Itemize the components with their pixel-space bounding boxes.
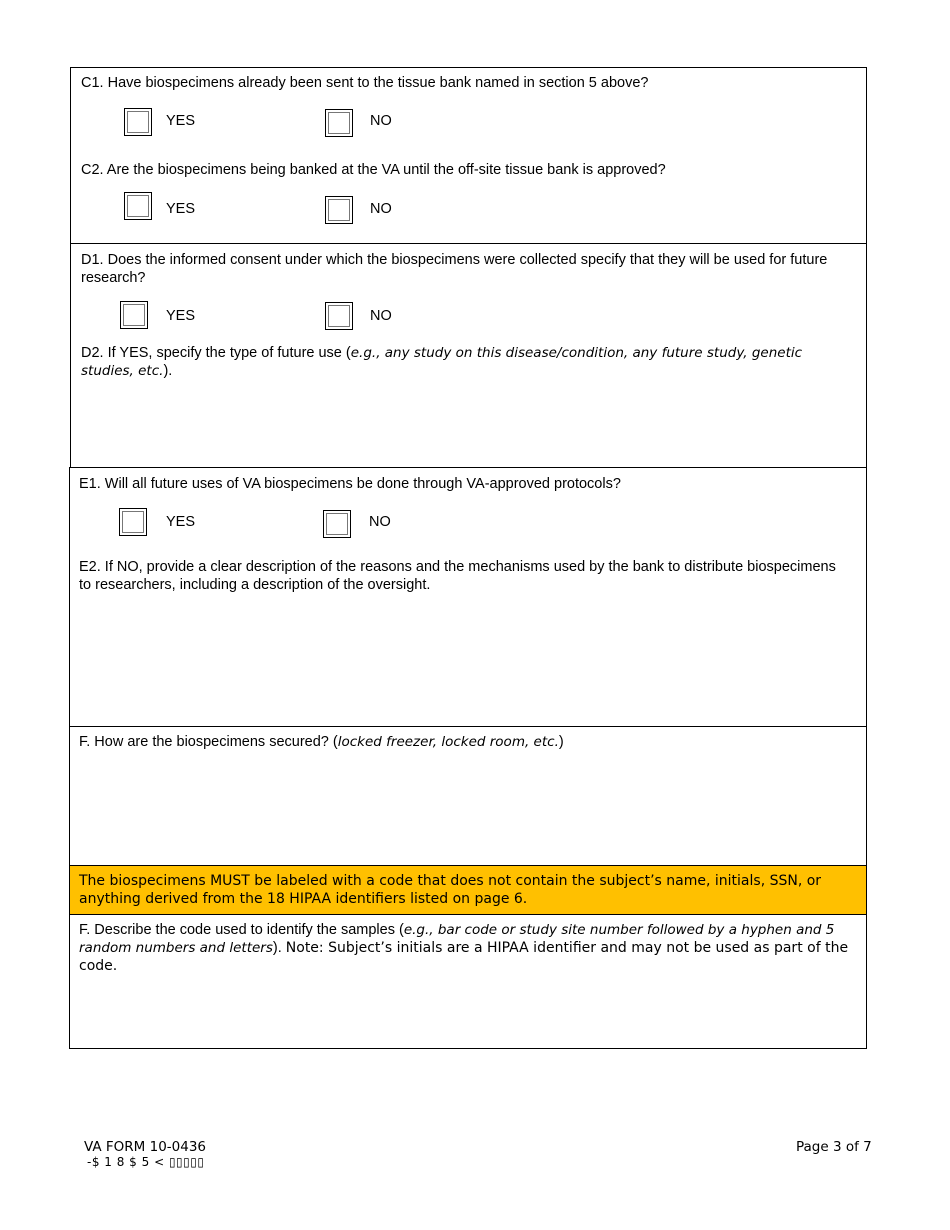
e2-answer-area[interactable]: [70, 598, 866, 726]
warning-banner: The biospecimens MUST be labeled with a code that does not contain the subject’s name, initials, SSN, or anything derived from the 18 HIPAA identifiers listed on page 6.: [69, 865, 867, 915]
question-f-secured: F. How are the biospecimens secured? (locked freezer, locked room, etc.): [79, 734, 564, 750]
question-c2: C2. Are the biospecimens being banked at the VA until the off-site tissue bank is approved?: [81, 162, 666, 178]
question-f-code: F. Describe the code used to identify the samples (e.g., bar code or study site number followed by a hyphen and 5 random numbers and letters). Note: Subject’s initials are a HIPAA identifier and may not be used as part of the code.: [79, 922, 849, 974]
form-number: VA FORM 10-0436: [84, 1139, 207, 1155]
question-c1: C1. Have biospecimens already been sent to the tissue bank named in section 5 above?: [81, 75, 649, 91]
f-code-note: Note: Subject’s initials are a HIPAA identifier and may not be used as part of the code.: [79, 940, 849, 974]
e1-yes-label: YES: [166, 514, 196, 530]
question-d1: D1. Does the informed consent under which the biospecimens were collected specify that they will be used for future research?: [81, 252, 828, 286]
f-code-answer-area[interactable]: [70, 979, 866, 1047]
e1-no-checkbox[interactable]: [323, 510, 351, 538]
d2-answer-area[interactable]: [71, 384, 866, 466]
section-f-secured: [69, 726, 867, 866]
page-number: Page 3 of 7: [796, 1139, 872, 1155]
c1-no-checkbox[interactable]: [325, 109, 353, 137]
question-d2: D2. If YES, specify the type of future use (e.g., any study on this disease/condition, any future study, genetic studies, etc.).: [81, 345, 803, 379]
section-c: [70, 67, 867, 244]
d1-yes-label: YES: [166, 308, 196, 324]
c2-no-checkbox[interactable]: [325, 196, 353, 224]
c2-no-label: NO: [370, 201, 392, 217]
section-e: [69, 467, 867, 727]
question-e1: E1. Will all future uses of VA biospecimens be done through VA-approved protocols?: [79, 476, 621, 492]
section-d: [70, 243, 867, 468]
question-e2: E2. If NO, provide a clear description of the reasons and the mechanisms used by the bank to distribute biospecimens to researchers, including a description of the oversight.: [79, 559, 836, 593]
c2-yes-checkbox[interactable]: [124, 192, 152, 220]
c1-yes-label: YES: [166, 113, 196, 129]
section-f-code: [69, 914, 867, 1049]
c1-no-label: NO: [370, 113, 392, 129]
e1-yes-checkbox[interactable]: [119, 508, 147, 536]
f-secured-answer-area[interactable]: [70, 761, 866, 865]
f-secured-examples: locked freezer, locked room, etc.: [337, 734, 559, 750]
d1-no-label: NO: [370, 308, 392, 324]
d2-examples: e.g., any study on this disease/condition, any future study, genetic studies, etc.: [81, 345, 803, 379]
form-date: -$ 1 8 $ 5 < ▯▯▯▯▯: [87, 1155, 205, 1169]
c2-yes-label: YES: [166, 201, 196, 217]
c1-yes-checkbox[interactable]: [124, 108, 152, 136]
e1-no-label: NO: [369, 514, 391, 530]
d1-yes-checkbox[interactable]: [120, 301, 148, 329]
f-code-examples: e.g., bar code or study site number followed by a hyphen and 5 random numbers and letters: [79, 922, 835, 956]
d1-no-checkbox[interactable]: [325, 302, 353, 330]
